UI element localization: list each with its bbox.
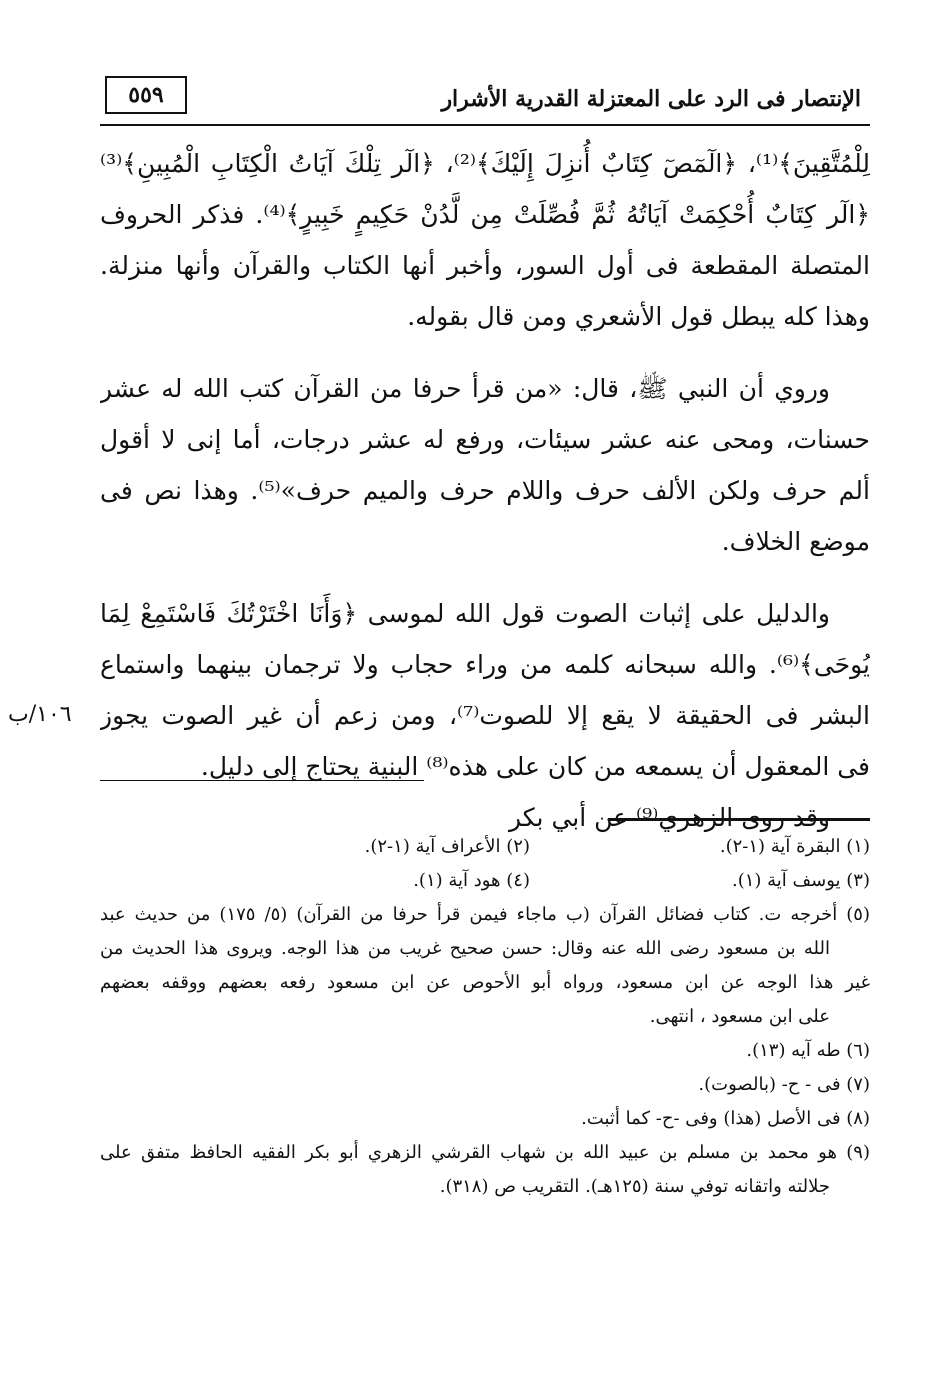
text-line: حسنات، ومحى عنه عشر سيئات، ورفع له عشر درجات، أما إنى لا أقول: [100, 425, 870, 454]
margin-folio-note: ١٠٦/ب: [8, 702, 72, 727]
running-title: الإنتصار فى الرد على المعتزلة القدرية الأشرار: [441, 86, 861, 112]
text-line: ﴿الٓر كِتَابٌ أُحْكِمَتْ آيَاتُهُ ثُمَّ فُصِّلَتْ مِن لَّدُنْ حَكِيمٍ خَبِيرٍ﴾⁽⁴⁾. فذكر الحروف: [100, 200, 870, 229]
continuation-line: [100, 780, 424, 781]
footnote-separator: [608, 818, 870, 821]
footnote-2: (٢) الأعراف آية (١-٢).: [364, 836, 530, 857]
footnote-row: [100, 864, 870, 898]
text-line: يُوحَى﴾⁽⁶⁾. والله سبحانه كلمه من وراء حجاب ولا ترجمان بينهما واستماع: [100, 650, 870, 679]
footnote-5: (٥) أخرجه ت. كتاب فضائل القرآن (ب ماجاء فيمن قرأ حرفا من القرآن) (٥/ ١٧٥) من حديث عبد: [100, 904, 870, 925]
text-line: ألم حرف ولكن الألف حرف واللام حرف والميم حرف»⁽⁵⁾. وهذا نص فى: [100, 476, 870, 505]
footnote-5-cont: الله بن مسعود رضى الله عنه وقال: حسن صحيح غريب من هذا الوجه. ويروى هذا الحديث من: [100, 938, 830, 959]
text-line: لِلْمُتَّقِينَ﴾⁽¹⁾، ﴿الٓمٓصٓ كِتَابٌ أُنزِلَ إِلَيْكَ﴾⁽²⁾، ﴿الٓر تِلْكَ آيَاتُ الْكِتَابِ الْمُبِينِ﴾⁽³⁾: [100, 149, 870, 178]
footnote-row: [100, 830, 870, 864]
text-line: فى المعقول أن يسمعه من كان على هذه⁽⁸⁾ البنية يحتاج إلى دليل.: [200, 752, 870, 781]
footnote-1: (١) البقرة آية (١-٢).: [719, 836, 870, 857]
footnote-7: (٧) فى - ح- (بالصوت).: [698, 1074, 870, 1095]
footnotes: [100, 830, 870, 1204]
text-line: وقد روى الزهري⁽⁹⁾ عن أبي بكر: [508, 803, 830, 832]
text-line: وروي أن النبي ﷺ، قال: «من قرأ حرفا من القرآن كتب الله له عشر: [100, 374, 830, 403]
text-line: المتصلة المقطعة فى أول السور، وأخبر أنها الكتاب والقرآن وأنها منزلة.: [100, 251, 870, 280]
header-rule: [100, 124, 870, 126]
text-line: البشر فى الحقيقة لا يقع إلا للصوت⁽⁷⁾، ومن زعم أن غير الصوت يجوز: [100, 701, 870, 730]
footnote-5-cont: على ابن مسعود ، انتهى.: [649, 1006, 830, 1027]
footnote-9-cont: جلالته واتقانه توفي سنة (١٢٥هـ). التقريب ص (٣١٨).: [439, 1176, 830, 1197]
footnote-8: (٨) فى الأصل (هذا) وفى -ح- كما أثبت.: [581, 1108, 870, 1129]
text-line: موضع الخلاف.: [721, 527, 870, 556]
footnote-5-cont: غير هذا الوجه عن ابن مسعود، ورواه أبو الأحوص عن ابن مسعود رفعه بعضهم ووقفه بعضهم: [100, 972, 870, 993]
text-line: وهذا كله يبطل قول الأشعري ومن قال بقوله.: [407, 302, 870, 331]
text-line: والدليل على إثبات الصوت قول الله لموسى ﴿وَأَنَا اخْتَرْتُكَ فَاسْتَمِعْ لِمَا: [100, 599, 830, 628]
footnote-6: (٦) طه آيه (١٣).: [746, 1040, 870, 1061]
body-text: [100, 138, 870, 843]
footnote-3: (٣) يوسف آية (١).: [731, 870, 870, 891]
page-number: ٥٥٩: [105, 76, 187, 114]
footnote-9: (٩) هو محمد بن مسلم بن عبيد الله بن شهاب القرشي الزهري أبو بكر الفقيه الحافظ متفق على: [100, 1142, 870, 1163]
footnote-4: (٤) هود آية (١).: [413, 870, 530, 891]
